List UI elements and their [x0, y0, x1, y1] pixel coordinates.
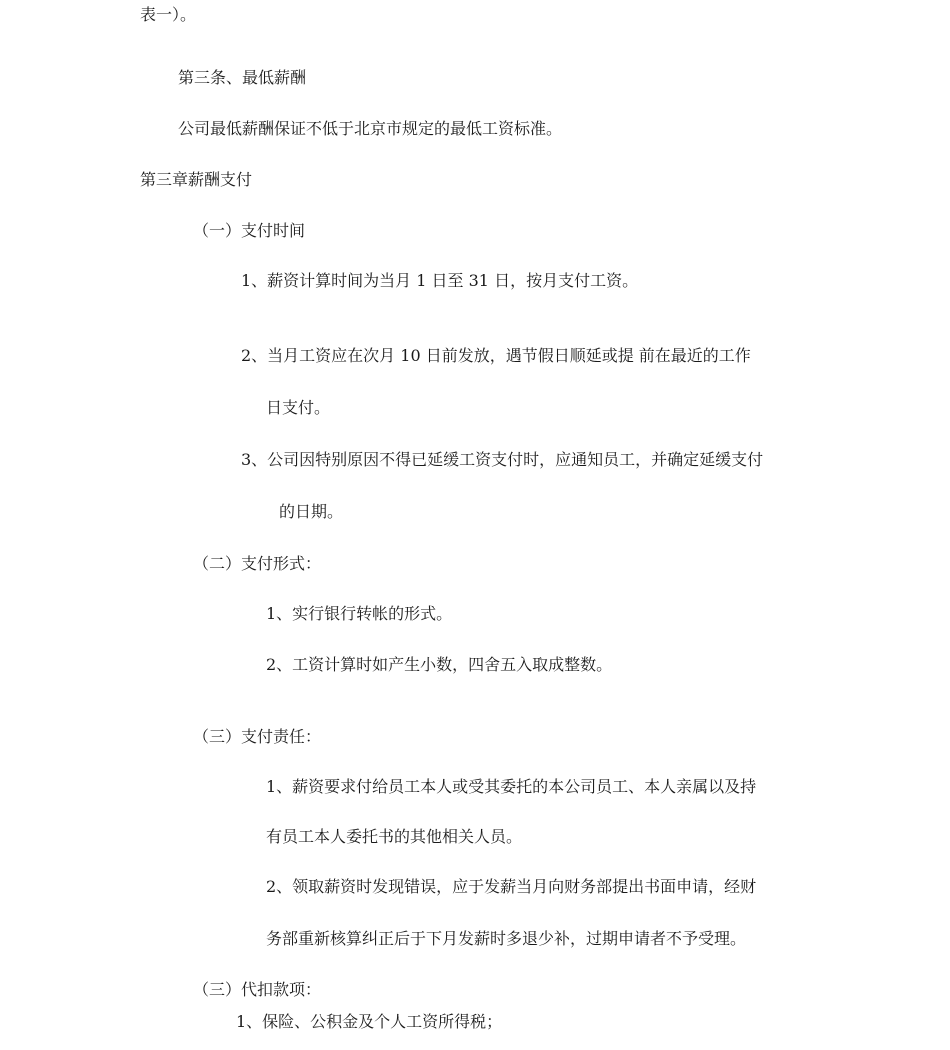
paragraph: 公司最低薪酬保证不低于北京市规定的最低工资标准。 [178, 119, 563, 138]
list-item-continuation: 务部重新核算纠正后于下月发薪时多退少补，过期申请者不予受理。 [266, 929, 747, 948]
article-heading: 第三条、最低薪酬 [178, 68, 307, 87]
list-item: 2、工资计算时如产生小数，四舍五入取成整数。 [266, 655, 613, 674]
list-item: 1、实行银行转帐的形式。 [266, 604, 453, 623]
list-item-continuation: 日支付。 [266, 398, 331, 417]
text-line-table-ref: 表一）。 [140, 5, 197, 24]
section-heading: （一）支付时间 [193, 221, 306, 240]
list-item: 1、薪资计算时间为当月 1 日至 31 日，按月支付工资。 [241, 271, 639, 290]
list-item: 1、保险、公积金及个人工资所得税； [236, 1012, 503, 1031]
section-heading: （二）支付形式： [193, 554, 322, 573]
list-item: 2、当月工资应在次月 10 日前发放，遇节假日顺延或提 前在最近的工作 [241, 346, 751, 365]
list-item: 2、领取薪资时发现错误，应于发薪当月向财务部提出书面申请，经财 [266, 877, 757, 896]
list-item: 1、薪资要求付给员工本人或受其委托的本公司员工、本人亲属以及持 [266, 777, 757, 796]
list-item-continuation: 有员工本人委托书的其他相关人员。 [266, 827, 523, 846]
list-item-continuation: 的日期。 [279, 502, 344, 521]
chapter-heading: 第三章薪酬支付 [140, 170, 253, 189]
section-heading: （三）代扣款项： [193, 980, 322, 999]
list-item: 3、公司因特别原因不得已延缓工资支付时，应通知员工，并确定延缓支付 [241, 450, 764, 469]
section-heading: （三）支付责任： [193, 727, 322, 746]
